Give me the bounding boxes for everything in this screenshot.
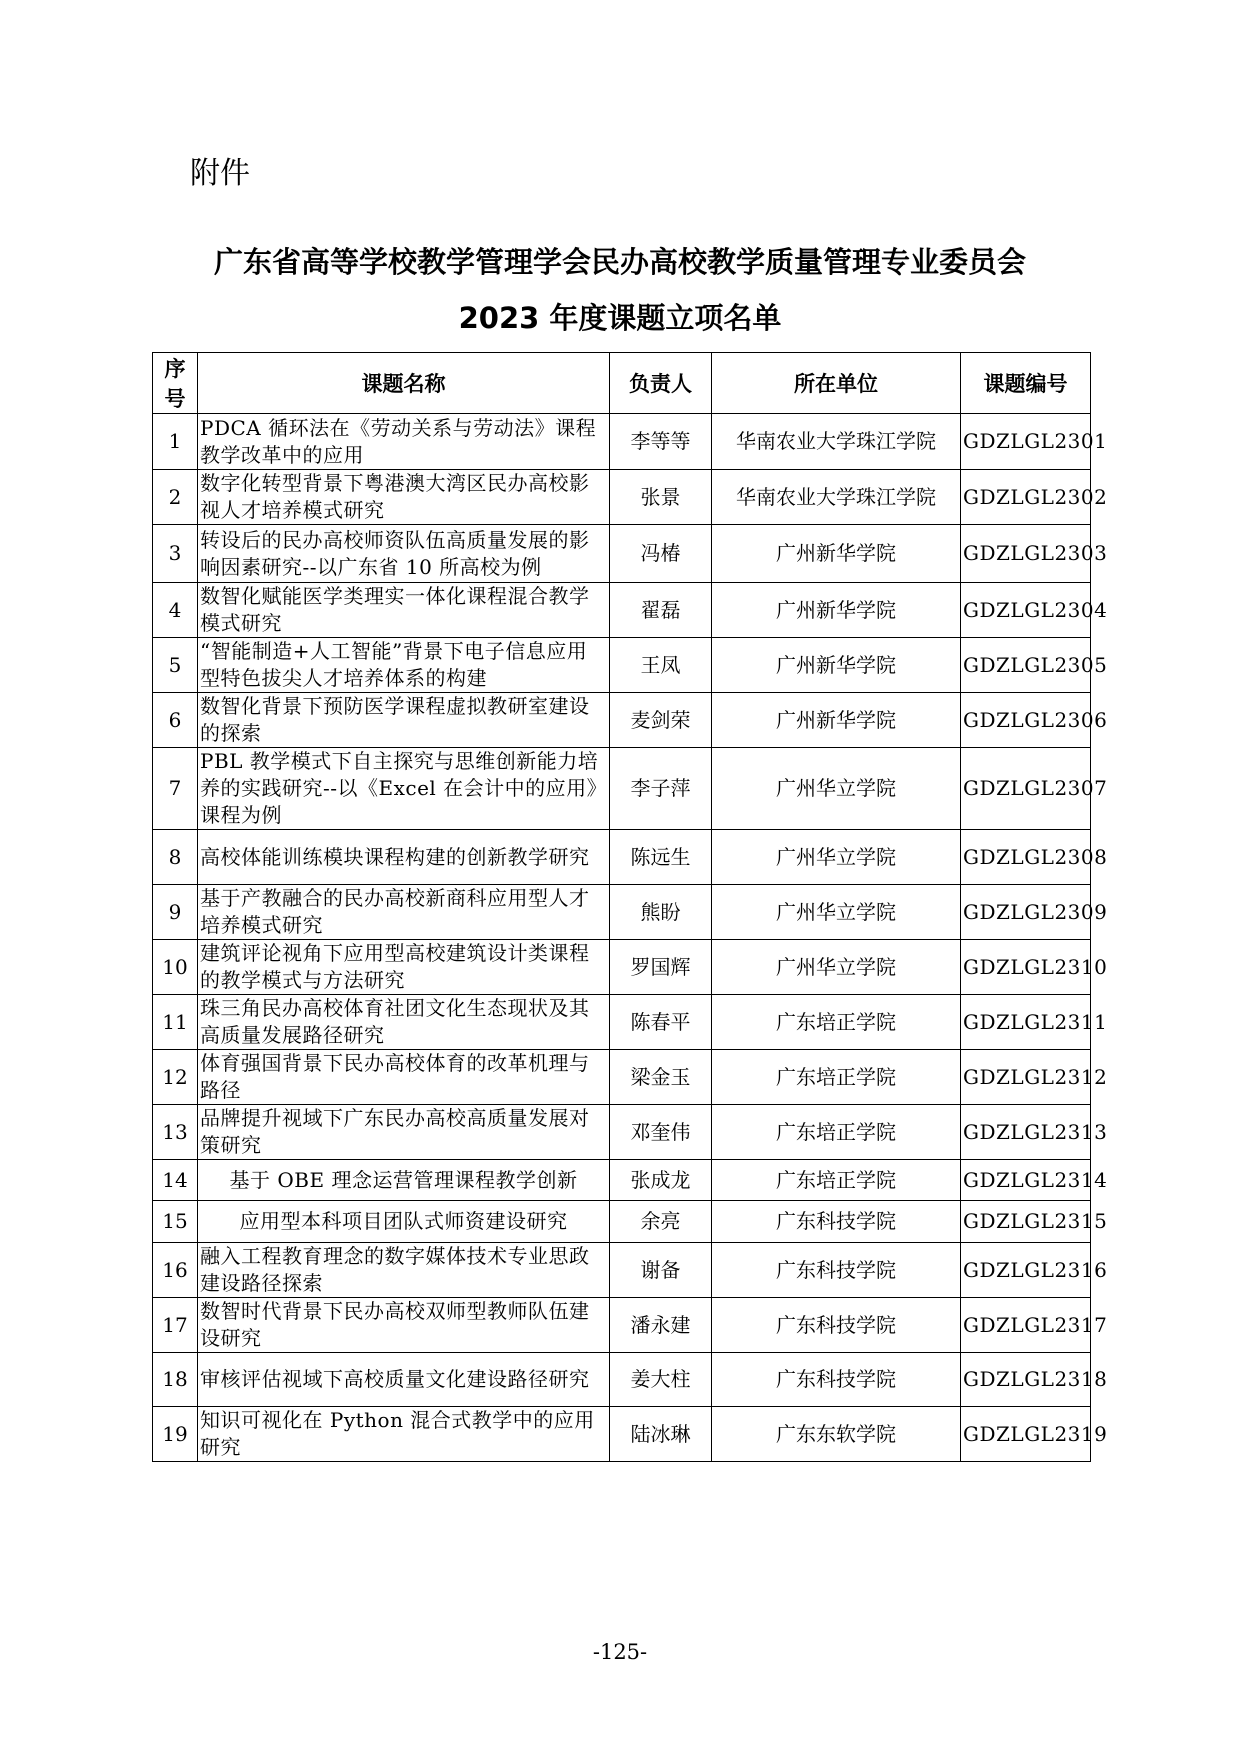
cell-no: 15	[153, 1201, 198, 1243]
cell-no: 19	[153, 1407, 198, 1462]
cell-code: GDZLGL2312	[961, 1050, 1091, 1105]
cell-code: GDZLGL2318	[961, 1353, 1091, 1407]
cell-unit: 广州新华学院	[712, 525, 961, 583]
cell-unit: 广州华立学院	[712, 830, 961, 885]
column-header-no: 序号	[153, 353, 198, 414]
cell-title: 知识可视化在 Python 混合式教学中的应用研究	[198, 1407, 610, 1462]
cell-no: 10	[153, 940, 198, 995]
cell-title: PBL 教学模式下自主探究与思维创新能力培养的实践研究--以《Excel 在会计中的应用》课程为例	[198, 748, 610, 830]
table-row	[153, 940, 1091, 995]
cell-person: 张景	[610, 470, 712, 525]
cell-person: 李子萍	[610, 748, 712, 830]
cell-unit: 广东培正学院	[712, 1050, 961, 1105]
table-row	[153, 1105, 1091, 1160]
cell-no: 3	[153, 525, 198, 583]
cell-no: 4	[153, 583, 198, 638]
cell-title: 应用型本科项目团队式师资建设研究	[198, 1201, 610, 1243]
cell-person: 冯椿	[610, 525, 712, 583]
cell-person: 李等等	[610, 414, 712, 470]
table-row	[153, 1353, 1091, 1407]
cell-person: 陈远生	[610, 830, 712, 885]
cell-unit: 广东培正学院	[712, 1160, 961, 1201]
attachment-label: 附件	[190, 156, 250, 191]
cell-unit: 广东东软学院	[712, 1407, 961, 1462]
cell-title: “智能制造+人工智能”背景下电子信息应用型特色拔尖人才培养体系的构建	[198, 638, 610, 693]
cell-title: 品牌提升视域下广东民办高校高质量发展对策研究	[198, 1105, 610, 1160]
cell-unit: 广州华立学院	[712, 940, 961, 995]
page-number: -125-	[592, 1640, 648, 1664]
cell-code: GDZLGL2308	[961, 830, 1091, 885]
cell-title: 体育强国背景下民办高校体育的改革机理与路径	[198, 1050, 610, 1105]
column-header-person: 负责人	[610, 353, 712, 414]
cell-code: GDZLGL2310	[961, 940, 1091, 995]
cell-no: 7	[153, 748, 198, 830]
cell-no: 17	[153, 1298, 198, 1353]
table-row	[153, 1407, 1091, 1462]
cell-person: 陆冰琳	[610, 1407, 712, 1462]
cell-code: GDZLGL2307	[961, 748, 1091, 830]
table-row	[153, 1160, 1091, 1201]
document-subtitle: 2023 年度课题立项名单	[458, 301, 782, 335]
cell-code: GDZLGL2311	[961, 995, 1091, 1050]
table-row	[153, 1050, 1091, 1105]
table-row	[153, 1243, 1091, 1298]
cell-code: GDZLGL2309	[961, 885, 1091, 940]
cell-person: 王凤	[610, 638, 712, 693]
cell-title: 融入工程教育理念的数字媒体技术专业思政建设路径探索	[198, 1243, 610, 1298]
cell-unit: 广东培正学院	[712, 995, 961, 1050]
cell-no: 2	[153, 470, 198, 525]
column-header-title: 课题名称	[198, 353, 610, 414]
cell-unit: 广东培正学院	[712, 1105, 961, 1160]
cell-no: 6	[153, 693, 198, 748]
cell-no: 16	[153, 1243, 198, 1298]
cell-title: 高校体能训练模块课程构建的创新教学研究	[198, 830, 610, 885]
cell-code: GDZLGL2304	[961, 583, 1091, 638]
cell-no: 1	[153, 414, 198, 470]
cell-person: 张成龙	[610, 1160, 712, 1201]
cell-code: GDZLGL2306	[961, 693, 1091, 748]
cell-title: 珠三角民办高校体育社团文化生态现状及其高质量发展路径研究	[198, 995, 610, 1050]
cell-person: 邓奎伟	[610, 1105, 712, 1160]
table-row	[153, 885, 1091, 940]
cell-unit: 华南农业大学珠江学院	[712, 470, 961, 525]
cell-code: GDZLGL2315	[961, 1201, 1091, 1243]
cell-unit: 广东科技学院	[712, 1201, 961, 1243]
cell-person: 姜大柱	[610, 1353, 712, 1407]
cell-title: 建筑评论视角下应用型高校建筑设计类课程的教学模式与方法研究	[198, 940, 610, 995]
cell-title: 数字化转型背景下粤港澳大湾区民办高校影视人才培养模式研究	[198, 470, 610, 525]
cell-code: GDZLGL2301	[961, 414, 1091, 470]
table-row	[153, 830, 1091, 885]
table-row	[153, 1298, 1091, 1353]
cell-unit: 华南农业大学珠江学院	[712, 414, 961, 470]
table-row	[153, 525, 1091, 583]
cell-unit: 广州新华学院	[712, 583, 961, 638]
cell-person: 梁金玉	[610, 1050, 712, 1105]
table-body	[153, 414, 1108, 1462]
cell-title: 数智化背景下预防医学课程虚拟教研室建设的探索	[198, 693, 610, 748]
project-list-table	[152, 352, 1108, 1462]
cell-person: 麦剑荣	[610, 693, 712, 748]
cell-unit: 广东科技学院	[712, 1353, 961, 1407]
table-row	[153, 414, 1091, 470]
cell-no: 11	[153, 995, 198, 1050]
cell-unit: 广东科技学院	[712, 1243, 961, 1298]
cell-no: 12	[153, 1050, 198, 1105]
cell-title: 转设后的民办高校师资队伍高质量发展的影响因素研究--以广东省 10 所高校为例	[198, 525, 610, 583]
cell-no: 5	[153, 638, 198, 693]
cell-unit: 广州新华学院	[712, 693, 961, 748]
cell-person: 罗国辉	[610, 940, 712, 995]
cell-title: PDCA 循环法在《劳动关系与劳动法》课程教学改革中的应用	[198, 414, 610, 470]
cell-person: 余亮	[610, 1201, 712, 1243]
cell-person: 翟磊	[610, 583, 712, 638]
cell-title: 基于 OBE 理念运营管理课程教学创新	[198, 1160, 610, 1201]
cell-unit: 广州华立学院	[712, 748, 961, 830]
cell-code: GDZLGL2305	[961, 638, 1091, 693]
cell-no: 9	[153, 885, 198, 940]
cell-no: 13	[153, 1105, 198, 1160]
table-row	[153, 693, 1091, 748]
cell-code: GDZLGL2317	[961, 1298, 1091, 1353]
table-row	[153, 470, 1091, 525]
cell-code: GDZLGL2316	[961, 1243, 1091, 1298]
cell-no: 18	[153, 1353, 198, 1407]
column-header-code: 课题编号	[961, 353, 1091, 414]
table-header-row	[153, 353, 1091, 414]
cell-title: 数智时代背景下民办高校双师型教师队伍建设研究	[198, 1298, 610, 1353]
cell-code: GDZLGL2314	[961, 1160, 1091, 1201]
cell-unit: 广州新华学院	[712, 638, 961, 693]
cell-unit: 广东科技学院	[712, 1298, 961, 1353]
cell-code: GDZLGL2303	[961, 525, 1091, 583]
cell-person: 陈春平	[610, 995, 712, 1050]
cell-code: GDZLGL2313	[961, 1105, 1091, 1160]
cell-title: 审核评估视域下高校质量文化建设路径研究	[198, 1353, 610, 1407]
table-row	[153, 583, 1091, 638]
table-row	[153, 1201, 1091, 1243]
cell-unit: 广州华立学院	[712, 885, 961, 940]
cell-title: 基于产教融合的民办高校新商科应用型人才培养模式研究	[198, 885, 610, 940]
cell-title: 数智化赋能医学类理实一体化课程混合教学模式研究	[198, 583, 610, 638]
cell-code: GDZLGL2302	[961, 470, 1091, 525]
cell-person: 谢备	[610, 1243, 712, 1298]
cell-no: 14	[153, 1160, 198, 1201]
cell-code: GDZLGL2319	[961, 1407, 1091, 1462]
document-title: 广东省高等学校教学管理学会民办高校教学质量管理专业委员会	[213, 245, 1026, 279]
column-header-unit: 所在单位	[712, 353, 961, 414]
table-row	[153, 748, 1091, 830]
cell-person: 熊盼	[610, 885, 712, 940]
cell-no: 8	[153, 830, 198, 885]
table-row	[153, 638, 1091, 693]
cell-person: 潘永建	[610, 1298, 712, 1353]
table-row	[153, 995, 1091, 1050]
